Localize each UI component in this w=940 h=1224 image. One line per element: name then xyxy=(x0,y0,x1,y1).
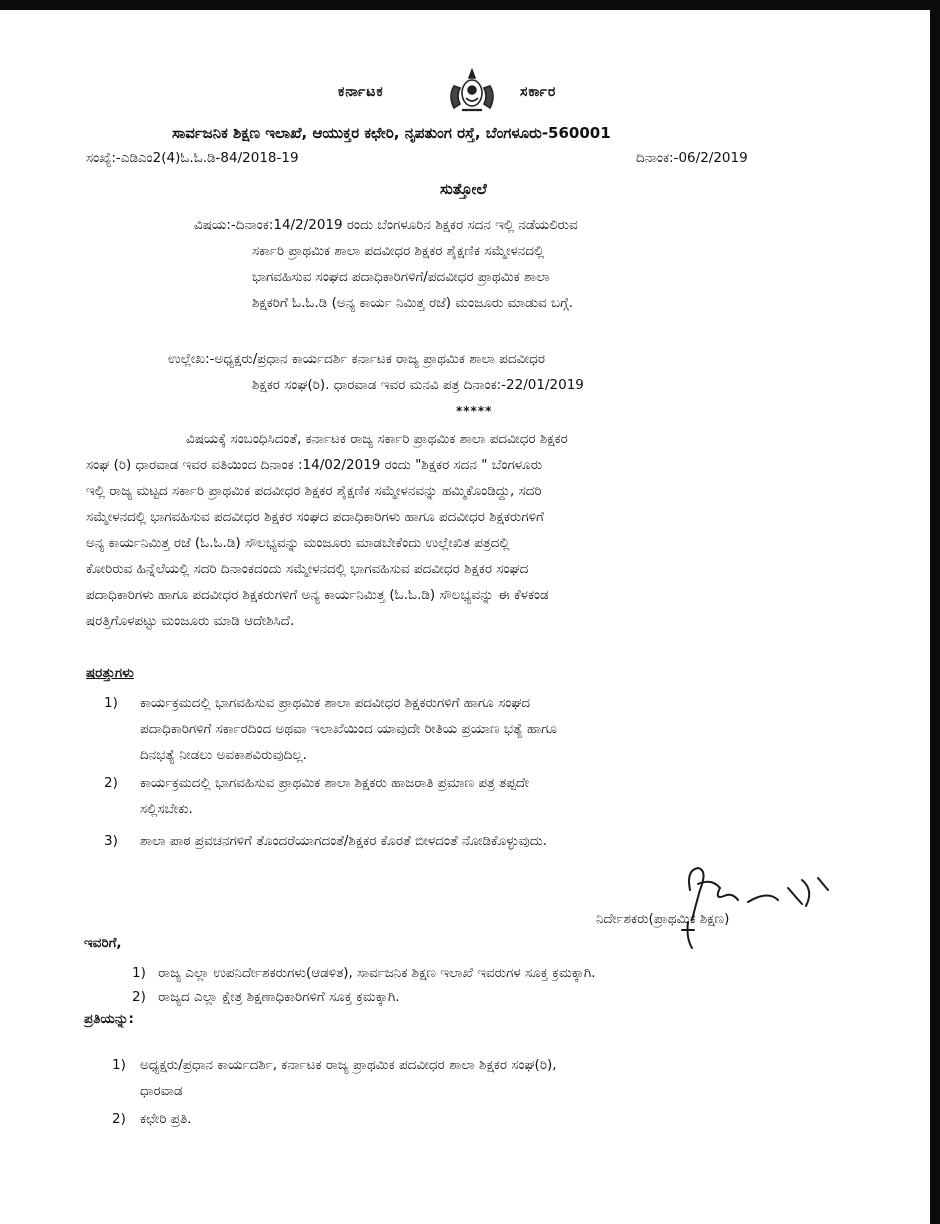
condition-item xyxy=(104,828,844,854)
condition-line: ಕಾರ್ಯಕ್ರಮದಲ್ಲಿ ಭಾಗವಹಿಸುವ ಪ್ರಾಥಮಿಕ ಶಾಲಾ ಪದವೀಧರ ಶಿಕ್ಷಕರುಗಳಿಗೆ ಹಾಗೂ ಸಂಘದ xyxy=(140,695,531,711)
separator: ***** xyxy=(456,404,493,418)
circular-date: ದಿನಾಂಕ:-06/2/2019 xyxy=(636,150,748,166)
to-item-number: 1) xyxy=(132,965,146,981)
copy-item-line: ಕಛೇರಿ ಪ್ರತಿ. xyxy=(140,1111,192,1127)
scan-border-right xyxy=(930,0,940,1224)
condition-item xyxy=(104,770,844,822)
conditions-heading: ಷರತ್ತುಗಳು xyxy=(86,665,134,681)
header-karnataka: ಕರ್ನಾಟಕ xyxy=(338,84,384,100)
condition-number: 3) xyxy=(104,833,118,849)
scan-border-top xyxy=(0,0,940,10)
condition-line: ಶಾಲಾ ಪಾಠ ಪ್ರವಚನಗಳಿಗೆ ತೊಂದರೆಯಾಗದಂತೆ/ಶಿಕ್ಷಕರ ಕೊರತೆ ಬೀಳದಂತೆ ನೋಡಿಕೊಳ್ಳುವುದು. xyxy=(140,833,548,849)
to-item xyxy=(132,984,400,1010)
state-emblem-icon xyxy=(440,66,504,116)
body-line: ವಿಷಯಕ್ಕೆ ಸಂಬಂಧಿಸಿದಂತೆ, ಕರ್ನಾಟಕ ರಾಜ್ಯ ಸರ್ಕಾರಿ ಪ್ರಾಥಮಿಕ ಶಾಲಾ ಪದವೀಧರ ಶಿಕ್ಷಕರ xyxy=(186,431,568,447)
copy-item-line: ಅಧ್ಯಕ್ಷರು/ಪ್ರಧಾನ ಕಾರ್ಯದರ್ಶಿ, ಕರ್ನಾಟಕ ರಾಜ್ಯ ಪ್ರಾಥಮಿಕ ಪದವೀಧರ ಶಾಲಾ ಶಿಕ್ಷಕರ ಸಂಘ(ರಿ), xyxy=(140,1057,557,1073)
body-line: ಅನ್ಯ ಕಾರ್ಯನಿಮಿತ್ತ ರಜೆ (ಓ.ಓ.ಡಿ) ಸೌಲಭ್ಯವನ್ನು ಮಂಜೂರು ಮಾಡಬೇಕೆಂದು ಉಲ್ಲೇಖಿತ ಪತ್ರದಲ್ಲಿ xyxy=(86,535,510,551)
body-line: ಸಮ್ಮೇಳನದಲ್ಲಿ ಭಾಗವಹಿಸುವ ಪದವೀಧರ ಶಿಕ್ಷಕರ ಸಂಘದ ಪದಾಧಿಕಾರಿಗಳು ಹಾಗೂ ಪದವೀಧರ ಶಿಕ್ಷಕರುಗಳಿಗೆ xyxy=(86,509,544,525)
condition-item xyxy=(104,690,844,768)
subject-line: ಭಾಗವಹಿಸುವ ಸಂಘದ ಪದಾಧಿಕಾರಿಗಳಿಗೆ/ಪದವೀಧರ ಪ್ರಾಥಮಿಕ ಶಾಲಾ xyxy=(252,269,550,285)
subject-line: ಶಿಕ್ಷಕರಿಗೆ ಓ.ಓ.ಡಿ (ಅನ್ಯ ಕಾರ್ಯ ನಿಮಿತ್ತ ರಜೆ) ಮಂಜೂರು ಮಾಡುವ ಬಗ್ಗೆ. xyxy=(252,295,574,311)
to-item-text: ರಾಜ್ಯ ಎಲ್ಲಾ ಉಪನಿರ್ದೇಶಕರುಗಳು(ಆಡಳಿತ), ಸಾರ್ವಜನಿಕ ಶಿಕ್ಷಣ ಇಲಾಖೆ ಇವರುಗಳ ಸೂಕ್ತ ಕ್ರಮಕ್ಕಾಗಿ. xyxy=(158,965,596,981)
to-item xyxy=(132,960,596,986)
header-sarkara: ಸರ್ಕಾರ xyxy=(520,84,557,100)
copy-item-number: 1) xyxy=(112,1057,126,1073)
subject-line: ವಿಷಯ:-ದಿನಾಂಕ:14/2/2019 ರಂದು ಬೆಂಗಳೂರಿನ ಶಿಕ್ಷಕರ ಸದನ ಇಲ್ಲಿ ನಡೆಯಲಿರುವ xyxy=(194,217,578,233)
condition-line: ದಿನಭತ್ಯೆ ನೀಡಲು ಅವಕಾಶವಿರುವುದಿಲ್ಲ. xyxy=(140,747,307,763)
reference-number: ಸಂಖ್ಯೆ:-ಎಡಿಎಂ2(4)ಓ.ಓ.ಡಿ-84/2018-19 xyxy=(86,150,299,166)
copy-heading: ಪ್ರತಿಯನ್ನು: xyxy=(84,1011,134,1027)
condition-line: ಸಲ್ಲಿಸಬೇಕು. xyxy=(140,801,193,817)
condition-number: 2) xyxy=(104,775,118,791)
circular-title: ಸುತ್ತೋಲೆ xyxy=(440,180,487,198)
to-item-number: 2) xyxy=(132,989,146,1005)
reference-line: ಉಲ್ಲೇಖ:-ಅಧ್ಯಕ್ಷರು/ಪ್ರಧಾನ ಕಾರ್ಯದರ್ಶಿ ಕರ್ನಾಟಕ ರಾಜ್ಯ ಪ್ರಾಥಮಿಕ ಶಾಲಾ ಪದವೀಧರ xyxy=(168,351,545,367)
handwritten-signature-icon xyxy=(668,860,858,950)
office-address: ಸಾರ್ವಜನಿಕ ಶಿಕ್ಷಣ ಇಲಾಖೆ, ಆಯುಕ್ತರ ಕಛೇರಿ, ನೃಪತುಂಗ ರಸ್ತೆ, ಬೆಂಗಳೂರು-560001 xyxy=(172,124,611,142)
condition-line: ಕಾರ್ಯಕ್ರಮದಲ್ಲಿ ಭಾಗವಹಿಸುವ ಪ್ರಾಥಮಿಕ ಶಾಲಾ ಶಿಕ್ಷಕರು ಹಾಜರಾತಿ ಪ್ರಮಾಣ ಪತ್ರ ತಪ್ಪದೇ xyxy=(140,775,530,791)
signatory-designation: ನಿರ್ದೇಶಕರು(ಪ್ರಾಥಮಿಕ ಶಿಕ್ಷಣ) xyxy=(596,911,730,927)
subject-block xyxy=(194,212,834,316)
body-block xyxy=(86,426,836,634)
body-line: ಇಲ್ಲಿ ರಾಜ್ಯ ಮಟ್ಟದ ಸರ್ಕಾರಿ ಪ್ರಾಥಮಿಕ ಪದವೀಧರ ಶಿಕ್ಷಕರ ಶೈಕ್ಷಣಿಕ ಸಮ್ಮೇಳನವನ್ನು ಹಮ್ಮಿಕೊಂಡಿದ್ದು, ಸದರಿ xyxy=(86,483,542,499)
copy-item xyxy=(112,1052,852,1104)
condition-line: ಪದಾಧಿಕಾರಿಗಳಿಗೆ ಸರ್ಕಾರದಿಂದ ಅಥವಾ ಇಲಾಖೆಯಿಂದ ಯಾವುದೇ ರೀತಿಯ ಪ್ರಯಾಣ ಭತ್ಯೆ ಹಾಗೂ xyxy=(140,721,558,737)
copy-item-number: 2) xyxy=(112,1111,126,1127)
to-item-text: ರಾಜ್ಯದ ಎಲ್ಲಾ ಕ್ಷೇತ್ರ ಶಿಕ್ಷಣಾಧಿಕಾರಿಗಳಿಗೆ ಸೂಕ್ತ ಕ್ರಮಕ್ಕಾಗಿ. xyxy=(158,989,400,1005)
reference-block xyxy=(168,346,828,398)
copy-item xyxy=(112,1106,852,1132)
copy-item-line: ಧಾರವಾಡ xyxy=(140,1083,183,1099)
reference-line: ಶಿಕ್ಷಕರ ಸಂಘ(ರಿ). ಧಾರವಾಡ ಇವರ ಮನವಿ ಪತ್ರ ದಿನಾಂಕ:-22/01/2019 xyxy=(252,377,584,393)
to-heading: ಇವರಿಗೆ, xyxy=(84,935,122,951)
body-line: ಸಂಘ (ರಿ) ಧಾರವಾಡ ಇವರ ವತಿಯಿಂದ ದಿನಾಂಕ :14/02/2019 ರಂದು "ಶಿಕ್ಷಕರ ಸದನ " ಬೆಂಗಳೂರು xyxy=(86,457,543,473)
body-line: ಪದಾಧಿಕಾರಿಗಳು ಹಾಗೂ ಪದವೀಧರ ಶಿಕ್ಷಕರುಗಳಿಗೆ ಅನ್ಯ ಕಾರ್ಯನಿಮಿತ್ತ (ಓ.ಓ.ಡಿ) ಸೌಲಭ್ಯವನ್ನು ಈ ಕೆಳಕಂಡ xyxy=(86,587,549,603)
body-line: ಷರತ್ತಿಗೊಳಪಟ್ಟು ಮಂಜೂರು ಮಾಡಿ ಆದೇಶಿಸಿದೆ. xyxy=(86,613,295,629)
body-line: ಕೋರಿರುವ ಹಿನ್ನೆಲೆಯಲ್ಲಿ ಸದರಿ ದಿನಾಂಕದಂದು ಸಮ್ಮೇಳನದಲ್ಲಿ ಭಾಗವಹಿಸುವ ಪದವೀಧರ ಶಿಕ್ಷಕರ ಸಂಘದ xyxy=(86,561,529,577)
condition-number: 1) xyxy=(104,695,118,711)
subject-line: ಸರ್ಕಾರಿ ಪ್ರಾಥಮಿಕ ಶಾಲಾ ಪದವೀಧರ ಶಿಕ್ಷಕರ ಶೈಕ್ಷಣಿಕ ಸಮ್ಮೇಳನದಲ್ಲಿ xyxy=(252,243,545,259)
